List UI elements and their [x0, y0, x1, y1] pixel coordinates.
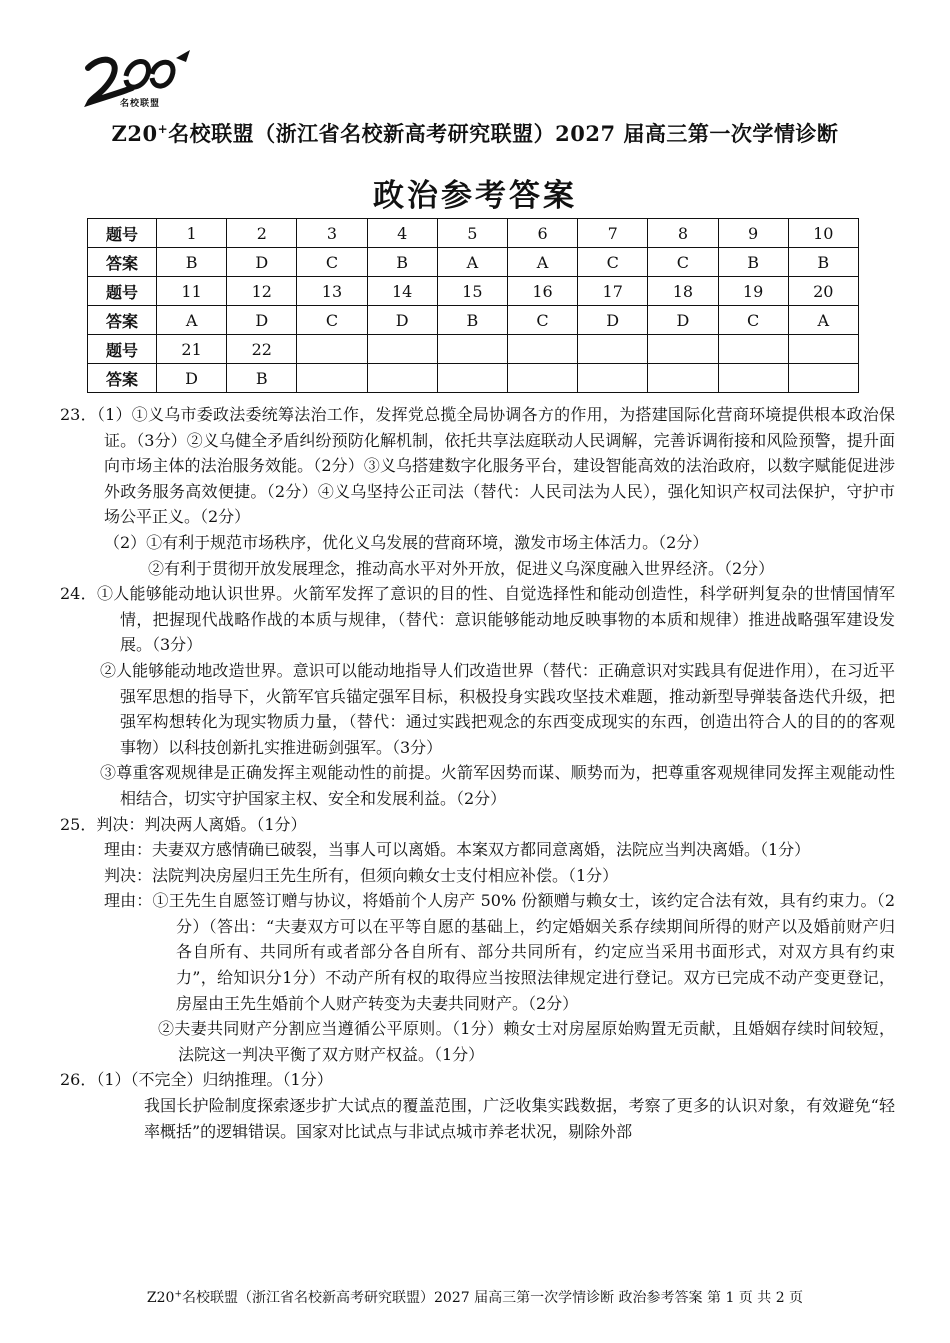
answer-cell [648, 364, 718, 393]
answer-cell: A [157, 306, 227, 335]
header-sup: + [157, 122, 169, 136]
question-number-cell [507, 335, 577, 364]
answer-label: 答案 [88, 306, 157, 335]
answer-paragraph: 26．（1）（不完全）归纳推理。（1分） [60, 1070, 333, 1090]
answer-paragraph: 25．判决：判决两人离婚。（1分） [60, 814, 307, 834]
question-number-cell: 6 [507, 219, 577, 248]
page-footer [0, 1287, 950, 1307]
answer-cell [718, 364, 788, 393]
question-number-cell: 2 [227, 219, 297, 248]
answer-paragraph: ②有利于贯彻开放发展理念，推动高水平对外开放，促进义乌深度融入世界经济。（2分） [148, 558, 775, 578]
question-number-cell: 22 [227, 335, 297, 364]
answer-cell: D [227, 248, 297, 277]
subject-title: 政治参考答案 [373, 178, 577, 214]
question-number-cell: 13 [297, 277, 367, 306]
answer-cell: C [718, 306, 788, 335]
answer-cell [578, 364, 648, 393]
answer-cell [507, 364, 577, 393]
footer-prefix: Z20 [146, 1290, 175, 1306]
question-number-row [88, 277, 859, 306]
question-label: 题号 [88, 219, 157, 248]
footer-text: 名校联盟（浙江省名校新高考研究联盟）2027 届高三第一次学情诊断 政治参考答案 第 1 页 共 2 页 [182, 1290, 804, 1306]
header-title: 名校联盟（浙江省名校新高考研究联盟）2027 届高三第一次学情诊断 [168, 121, 839, 146]
answer-cell: B [718, 248, 788, 277]
header-prefix: Z20 [111, 121, 158, 146]
answer-cell [437, 364, 507, 393]
answer-paragraph: ②夫妻共同财产分割应当遵循公平原则。（1分）赖女士对房屋原始购置无贡献，且婚姻存续时间较短，法院这一判决平衡了双方财产权益。（1分） [158, 1019, 895, 1064]
answer-cell [788, 364, 858, 393]
question-number-cell [648, 335, 718, 364]
answer-paragraph: 判决：法院判决房屋归王先生所有，但须向赖女士支付相应补偿。（1分） [104, 865, 619, 885]
answer-cell: C [648, 248, 718, 277]
question-number-cell: 17 [578, 277, 648, 306]
answer-cell: B [227, 364, 297, 393]
answer-cell [297, 364, 367, 393]
answer-cell: C [297, 248, 367, 277]
question-number-cell [788, 335, 858, 364]
answer-paragraph: ③尊重客观规律是正确发挥主观能动性的前提。火箭军因势而谋、顺势而为，把尊重客观规律同发挥主观能动性相结合，切实守护国家主权、安全和发展利益。（2分） [100, 763, 895, 808]
logo-caption: 名校联盟 [120, 99, 161, 109]
answer-table [87, 218, 859, 393]
answer-cell: D [157, 364, 227, 393]
answer-body [60, 402, 895, 1144]
answer-cell: A [437, 248, 507, 277]
question-number-cell: 10 [788, 219, 858, 248]
question-number-cell: 21 [157, 335, 227, 364]
answer-cell: C [297, 306, 367, 335]
answer-paragraph: 理由：①王先生自愿签订赠与协议，将婚前个人房产 50% 份额赠与赖女士，该约定合法有效，具有约束力。（2分）（答出：“夫妻双方可以在平等自愿的基础上，约定婚姻关系存续期间所得的财产以及婚前财产归各自所有、共同所有或者部分各自所有、部分共同所有，约定应当采用书面形式，对双方具有约束力”，给知识分1分）不动产所有权的取得应当按照法律规定进行登记。双方已完成不动产变更登记，房屋由王先生婚前个人财产转变为夫妻共同财产。（2分） [104, 891, 895, 1013]
answer-row [88, 248, 859, 277]
footer-sup: + [174, 1289, 183, 1300]
question-label: 题号 [88, 277, 157, 306]
question-number-cell [718, 335, 788, 364]
answer-cell: D [367, 306, 437, 335]
question-number-row [88, 335, 859, 364]
question-number-cell: 4 [367, 219, 437, 248]
answer-cell: B [437, 306, 507, 335]
answer-cell: A [788, 306, 858, 335]
question-number-cell [297, 335, 367, 364]
question-number-cell: 14 [367, 277, 437, 306]
question-label: 题号 [88, 335, 157, 364]
question-number-cell [437, 335, 507, 364]
answer-label: 答案 [88, 364, 157, 393]
page-header [0, 118, 950, 148]
question-number-cell: 12 [227, 277, 297, 306]
answer-paragraph: 我国长护险制度探索逐步扩大试点的覆盖范围，广泛收集实践数据，考察了更多的认识对象，有效避免“轻率概括”的逻辑错误。国家对比试点与非试点城市养老状况，剔除外部 [144, 1096, 895, 1141]
answer-row [88, 306, 859, 335]
answer-cell: C [578, 248, 648, 277]
answer-cell: D [227, 306, 297, 335]
question-number-cell: 1 [157, 219, 227, 248]
question-number-cell: 15 [437, 277, 507, 306]
answer-cell: B [367, 248, 437, 277]
answer-row [88, 364, 859, 393]
question-number-cell: 19 [718, 277, 788, 306]
answer-cell: A [507, 248, 577, 277]
answer-cell [367, 364, 437, 393]
answer-cell: B [788, 248, 858, 277]
answer-cell: D [648, 306, 718, 335]
question-number-cell: 16 [507, 277, 577, 306]
question-number-cell [367, 335, 437, 364]
question-number-cell: 8 [648, 219, 718, 248]
question-number-cell: 7 [578, 219, 648, 248]
question-number-cell: 3 [297, 219, 367, 248]
answer-paragraph: 理由：夫妻双方感情确已破裂，当事人可以离婚。本案双方都同意离婚，法院应当判决离婚。（1分） [104, 840, 811, 860]
question-number-cell [578, 335, 648, 364]
answer-paragraph: ②人能够能动地改造世界。意识可以能动地指导人们改造世界（替代：正确意识对实践具有促进作用），在习近平强军思想的指导下，火箭军官兵锚定强军目标，积极投身实践攻坚技术难题，推动新型导弹装备迭代升级，把强军构想转化为现实物质力量，（替代：通过实践把观念的东西变成现实的东西，创造出符合人的目的的客观事物）以科技创新扎实推进砺剑强军。（3分） [100, 660, 895, 757]
answer-paragraph: 24．①人能够能动地认识世界。火箭军发挥了意识的目的性、自觉选择性和能动创造性，科学研判复杂的世情国情军情，把握现代战略作战的本质与规律，（替代：意识能够能动地反映事物的本质和规律）推进战略强军建设发展。（3分） [60, 584, 895, 655]
answer-cell: C [507, 306, 577, 335]
answer-cell: D [578, 306, 648, 335]
question-number-cell: 11 [157, 277, 227, 306]
answer-paragraph: （2）①有利于规范市场秩序，优化义乌发展的营商环境，激发市场主体活力。（2分） [104, 532, 709, 552]
answer-paragraph: 23．（1）①义乌市委政法委统筹法治工作，发挥党总揽全局协调各方的作用，为搭建国际化营商环境提供根本政治保证。（3分）②义乌健全矛盾纠纷预防化解机制，依托共享法庭联动人民调解，完善诉调衔接和风险预警，提升面向市场主体的法治服务效能。（2分）③义乌搭建数字化服务平台，建设智能高效的法治政府，以数字赋能促进涉外政务服务高效便捷。（2分）④义乌坚持公正司法（替代：人民司法为人民），强化知识产权司法保护，守护市场公平正义。（2分） [60, 405, 895, 527]
answer-cell: B [157, 248, 227, 277]
question-number-cell: 5 [437, 219, 507, 248]
question-number-row [88, 219, 859, 248]
answer-label: 答案 [88, 248, 157, 277]
question-number-cell: 9 [718, 219, 788, 248]
question-number-cell: 20 [788, 277, 858, 306]
question-number-cell: 18 [648, 277, 718, 306]
